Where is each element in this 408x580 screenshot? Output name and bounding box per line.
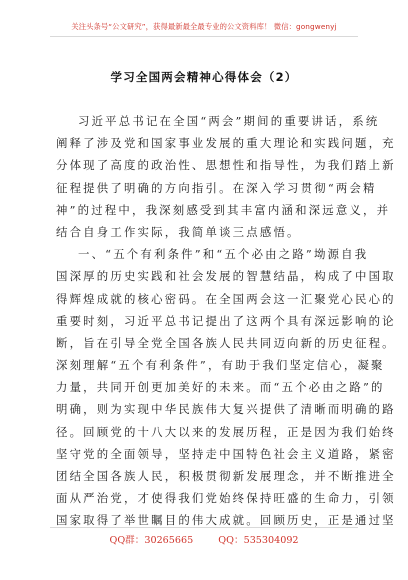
footer-qq-group: QQ群：30265665: [109, 535, 194, 546]
body-line: 结合自身工作实际，我简单谈三点感悟。: [56, 224, 301, 239]
body-line: 重要时刻，习近平总书记提出了这两个具有深远影响的论: [56, 313, 396, 328]
footer-divider: [50, 527, 358, 528]
body-line: 坚守党的全面领导，坚持走中国特色社会主义道路，紧密: [56, 446, 396, 461]
body-line: 团结全国各族人民，积极贯彻新发展理念，并不断推进全: [56, 469, 396, 483]
body-line: 断，旨在引导全党全国各族人民共同迈向新的历史征程。: [56, 335, 396, 350]
document-body: [56, 110, 396, 532]
body-line: 径。回顾党的十八大以来的发展历程，正是因为我们始终: [56, 424, 396, 439]
body-line: 征程提供了明确的方向指引。在深入学习贯彻“两会精: [56, 180, 377, 195]
body-line: 国深厚的历史实践和社会发展的智慧结晶，构成了中国取: [56, 269, 396, 284]
body-line: 明确，则为实现中华民族伟大复兴提供了清晰而明确的路: [56, 402, 396, 417]
body-line: 面从严治党，才使得我们党始终保持旺盛的生命力，引领: [56, 491, 396, 506]
document-title: 学习全国两会精神心得体会（2）: [110, 70, 298, 84]
body-line: 国家取得了举世瞩目的伟大成就。回顾历史，正是通过坚: [56, 513, 396, 528]
body-line: 神”的过程中，我深刻感受到其丰富内涵和深远意义，并: [56, 202, 391, 217]
body-line: 阐释了涉及党和国家事业发展的重大理论和实践问题，充: [56, 136, 396, 151]
footer-qq-number: QQ：535304092: [218, 535, 299, 546]
header-banner: 关注头条号“公文研究”，获得最新最全最专业的公文资料库！ 微信：gongwenyj: [71, 22, 337, 31]
body-line: 分体现了高度的政治性、思想性和指导性，为我们踏上新: [56, 158, 396, 173]
footer-contact: [0, 532, 408, 546]
body-line: 得辉煌成就的核心密码。在全国两会这一汇聚党心民心的: [56, 291, 396, 306]
header-divider: [50, 36, 358, 37]
body-line: 深刻理解“五个有利条件”，有助于我们坚定信心，凝聚: [56, 358, 385, 373]
body-line: 习近平总书记在全国“两会”期间的重要讲话，系统: [78, 114, 380, 128]
body-line: 力量，共同开创更加美好的未来。而“五个必由之路”的: [56, 380, 385, 395]
body-line: 一、“五个有利条件”和“五个必由之路”坳源自我: [78, 247, 369, 262]
